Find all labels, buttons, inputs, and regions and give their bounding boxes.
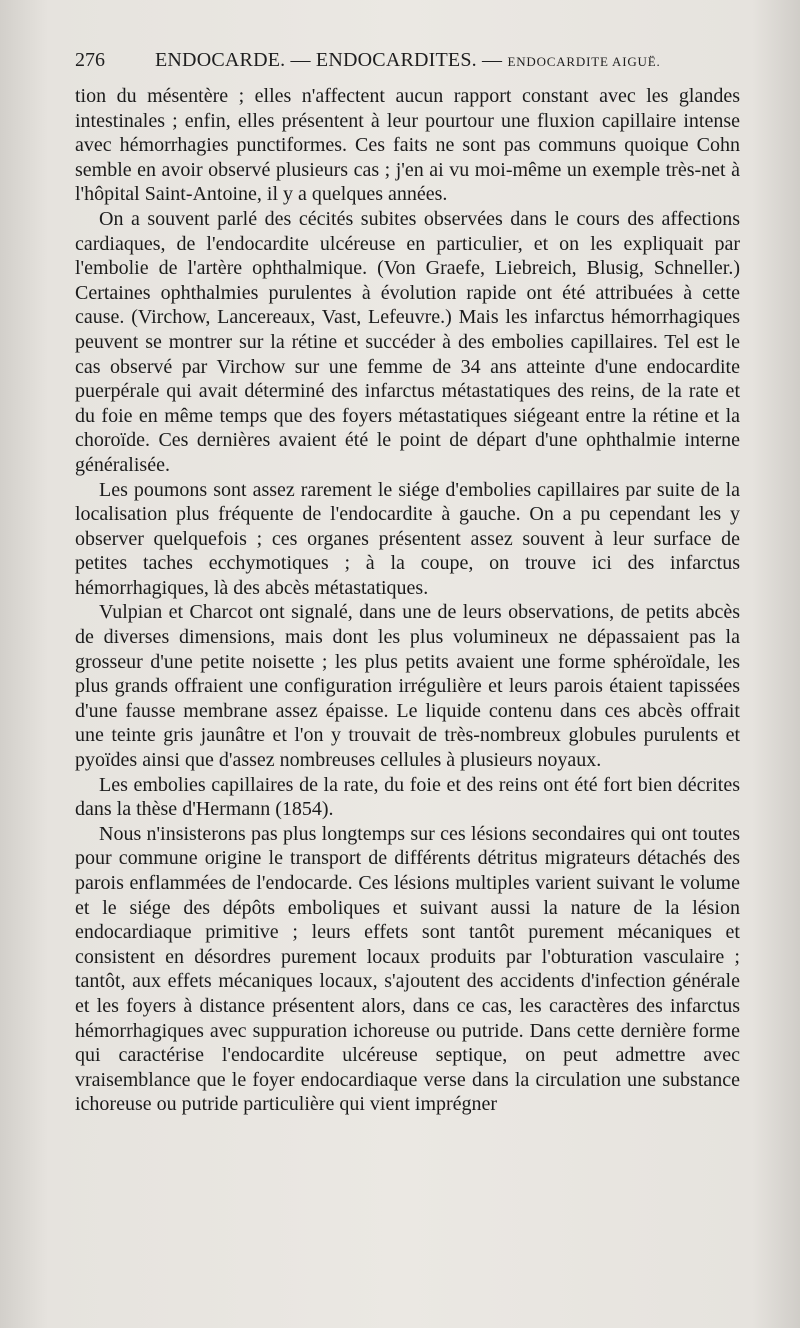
body-text bbox=[75, 84, 740, 1117]
paragraph-6: Nous n'insisterons pas plus longtemps sur ces lésions secondaires qui ont toutes pour commune origine le transport de différents détritus migrateurs détachés des parois enflammées de l'endocarde. Ces lésions multiples varient suivant le volume et le siége des dépôts emboliques et suivant aussi la nature de la lésion endocardiaque primitive ; leurs effets sont tantôt purement mécaniques et consistent en désordres purement locaux produits par l'obturation vasculaire ; tantôt, aux effets mécaniques locaux, s'ajoutent des accidents d'infection générale et les foyers à distance présentent alors, dans ce cas, les caractères des infarctus hémorrhagiques avec suppuration ichoreuse ou putride. Dans cette dernière forme qui caractérise l'endocardite ulcéreuse septique, on peut admettre avec vraisemblance que le foyer endocardiaque verse dans la circulation une substance ichoreuse ou putride particulière qui vient imprégner bbox=[75, 822, 740, 1116]
chapter-title: ENDOCARDE. — ENDOCARDITES. — bbox=[155, 49, 503, 71]
page-number: 276 bbox=[75, 49, 105, 71]
section-title: ENDOCARDITE AIGUË. bbox=[507, 54, 661, 69]
paragraph-2: On a souvent parlé des cécités subites observées dans le cours des affections cardiaques, de l'endocardite ulcéreuse en particulier, et on les expliquait par l'embolie de l'artère ophthalmique. (Von Graefe, Liebreich, Blusig, Schneller.) Certaines ophthalmies purulentes à évolution rapide ont été attribuées à cette cause. (Virchow, Lancereaux, Vast, Lefeuvre.) Mais les infarctus hémorrhagiques peuvent se montrer sur la rétine et succéder à des embolies capillaires. Tel est le cas observé par Virchow sur une femme de 34 ans atteinte d'une endocardite puerpérale qui avait déterminé des infarctus métastatiques des reins, de la rate et du foie en même temps que des foyers métastatiques siégeant entre la rétine et la choroïde. Ces dernières avaient été le point de départ d'une ophthalmie interne généralisée. bbox=[75, 207, 740, 476]
running-header bbox=[75, 49, 740, 73]
paragraph-4: Vulpian et Charcot ont signalé, dans une de leurs observations, de petits abcès de diverses dimensions, mais dont les plus volumineux ne dépassaient pas la grosseur d'une petite noisette ; les plus petits avaient une forme sphéroïdale, les plus grands offraient une configuration irrégulière et leurs parois étaient tapissées d'une fausse membrane assez épaisse. Le liquide contenu dans ces abcès offrait une teinte gris jaunâtre et l'on y trouvait de très-nombreux globules purulents et pyoïdes ainsi que d'assez nombreuses cellules à plusieurs noyaux. bbox=[75, 601, 740, 772]
paragraph-1: tion du mésentère ; elles n'affectent aucun rapport constant avec les glandes intestinales ; enfin, elles présentent à leur pourtour une fluxion capillaire intense avec hémorrhagies punctiformes. Ces faits ne sont pas communs quoique Cohn semble en avoir observé plusieurs cas ; j'en ai vu moi-même un exemple très-net à l'hôpital Saint-Antoine, il y a quelques années. bbox=[75, 85, 740, 206]
running-title bbox=[155, 49, 661, 72]
paragraph-5: Les embolies capillaires de la rate, du foie et des reins ont été fort bien décrites dans la thèse d'Hermann (1854). bbox=[75, 773, 740, 821]
paragraph-3: Les poumons sont assez rarement le siége d'embolies capillaires par suite de la localisation plus fréquente de l'endocardite à gauche. On a pu cependant les y observer quelquefois ; ces organes présentent assez souvent à leur surface de petites taches ecchymotiques ; à la coupe, on trouve ici des infarctus hémorrhagiques, là des abcès métastatiques. bbox=[75, 478, 740, 599]
